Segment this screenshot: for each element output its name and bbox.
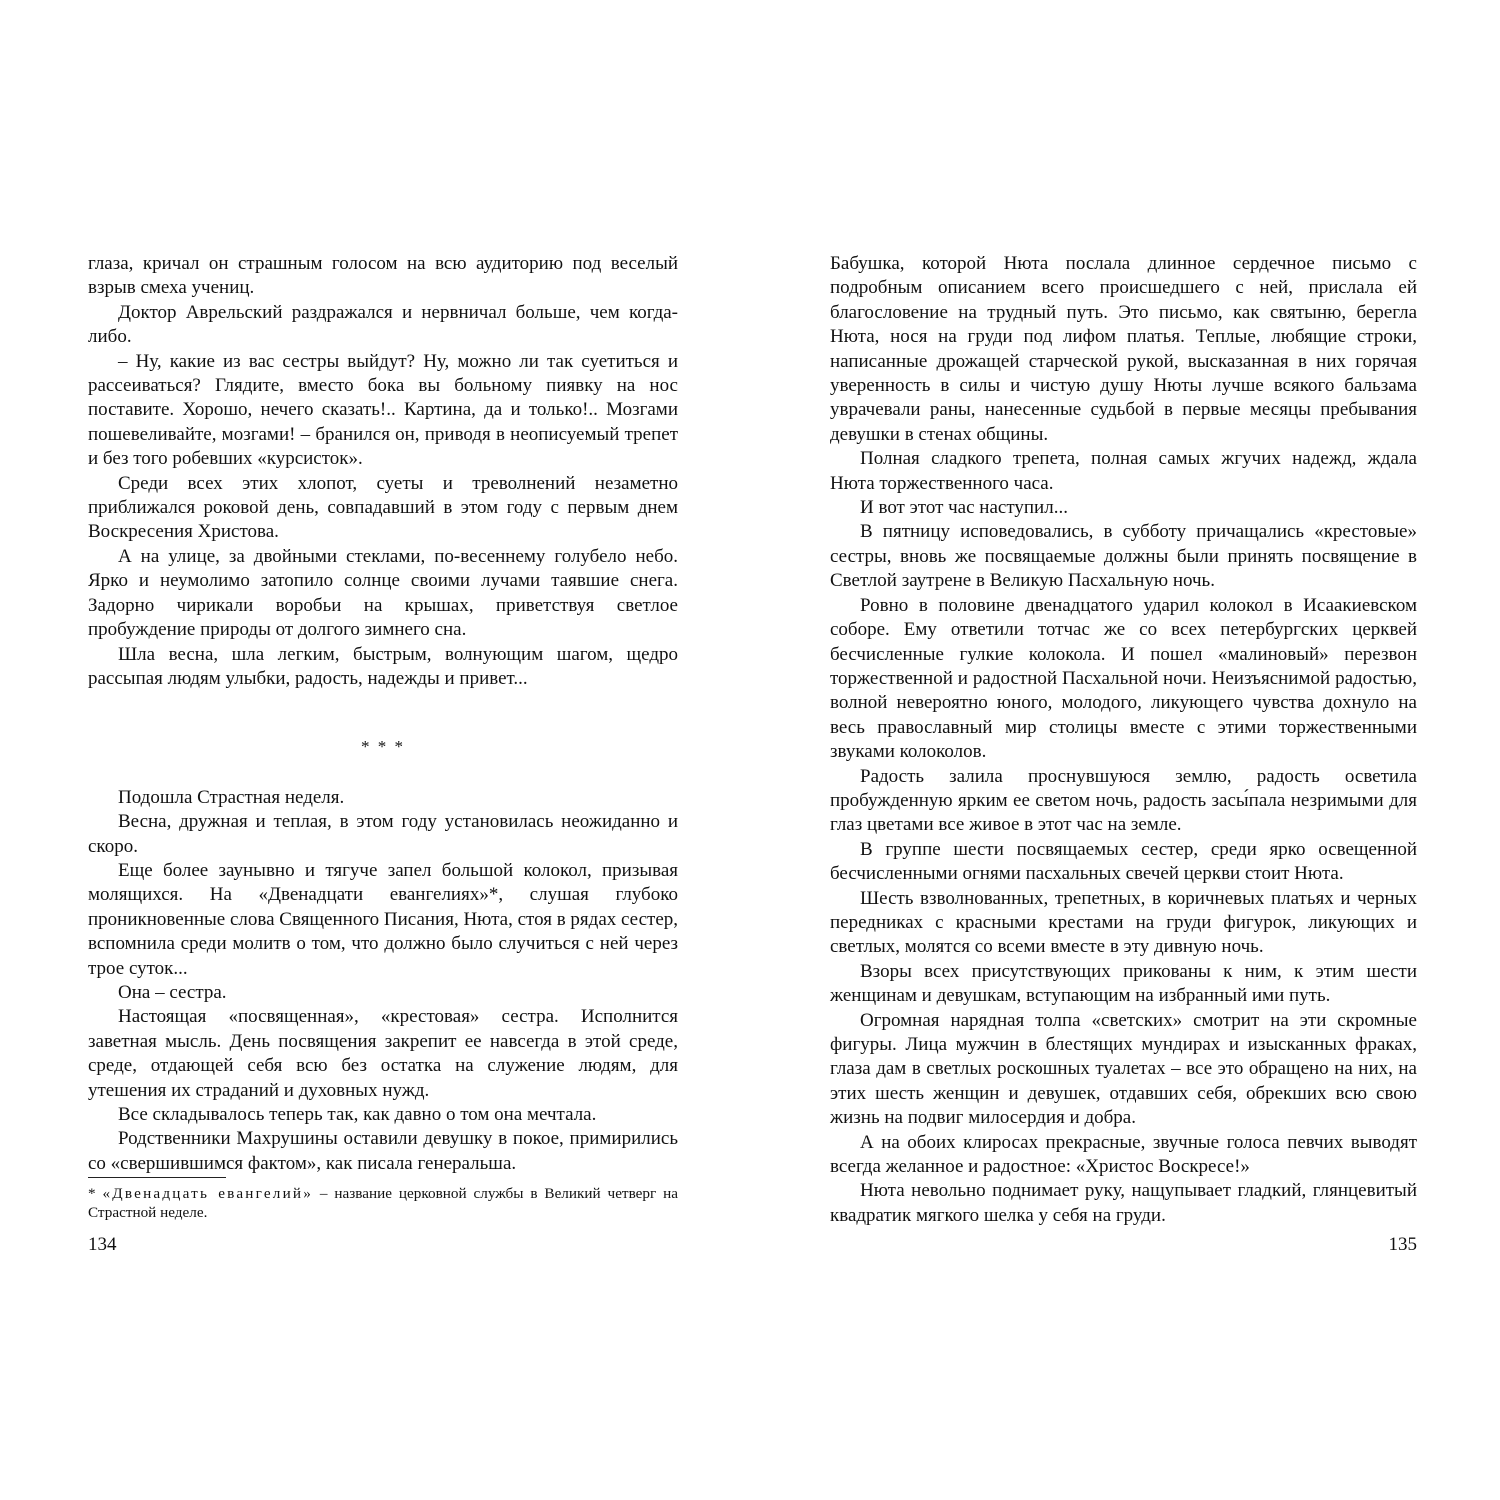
paragraph: Шла весна, шла легким, быстрым, волнующим шагом, щедро рассыпая людям улыбки, радость, надежды и привет... xyxy=(88,643,678,689)
left-paragraphs-before-break xyxy=(88,252,678,691)
left-paragraphs-after-break xyxy=(88,786,678,1177)
paragraph: Бабушка, которой Нюта послала длинное сердечное письмо с подробным описанием всего происшедшего с ней, прислала ей благословение на трудный путь. Это письмо, как святыню, берегла Нюта, нося на груди под лифом платья. Теплые, любящие строки, написанные дрожащей старческой рукой, высказанная в них горячая уверенность в силы и чистую душу Нюты лучше всякого бальзама уврачевали раны, нанесенные судьбой в первые месяцы пребывания девушки в стенах общины. xyxy=(830,253,1417,445)
left-page-text xyxy=(88,252,678,1176)
footnote xyxy=(88,1184,678,1222)
paragraph: Шесть взволнованных, трепетных, в коричневых платьях и черных передниках с красными крестами на груди фигурок, ликующих и светлых, молятся со всеми вместе в эту дивную ночь. xyxy=(830,887,1417,958)
paragraph: глаза, кричал он страшным голосом на всю аудиторию под веселый взрыв смеха учениц. xyxy=(88,253,678,299)
paragraph: В группе шести посвящаемых сестер, среди ярко освещенной бесчисленными огнями пасхальных свечей церкви стоит Нюта. xyxy=(830,838,1417,885)
paragraph: В пятницу исповедовались, в субботу причащались «крестовые» сестры, вновь же посвящаемые должны были принять посвящение в Светлой заутрене в Великую Пасхальную ночь. xyxy=(830,521,1417,592)
page-number-left: 134 xyxy=(88,1234,117,1255)
footnote-rule xyxy=(88,1177,226,1178)
paragraph: Радость залила проснувшуюся землю, радость осветила пробужденную ярким ее светом ночь, радость засы́пала незримыми для глаз цветами все живое в этот час на земле. xyxy=(830,765,1417,836)
right-page xyxy=(830,0,1417,1500)
paragraph: Еще более заунывно и тягуче запел большой колокол, призывая молящихся. На «Двенадцати евангелиях»*, слушая глубоко проникновенные слова Священного Писания, Нюта, стоя в рядах сестер, вспомнила среди молитв о том, что должно было случиться с ней через трое суток... xyxy=(88,859,679,979)
right-page-text xyxy=(830,252,1417,1228)
paragraph: Она – сестра. xyxy=(118,981,227,1003)
page-number-right: 135 xyxy=(1388,1234,1417,1255)
paragraph: Нюта невольно поднимает руку, нащупывает гладкий, глянцевитый квадратик мягкого шелка у себя на груди. xyxy=(830,1180,1417,1226)
paragraph: Взоры всех присутствующих прикованы к ним, к этим шести женщинам и девушкам, вступающим на избранный ими путь. xyxy=(830,960,1417,1007)
paragraph: Огромная нарядная толпа «светских» смотрит на эти скромные фигуры. Лица мужчин в блестящих мундирах и изысканных фраках, глаза дам в светлых роскошных туалетах – все это обращено на них, на этих шесть женщин и девушек, отдавших себя, обрекших всю свою жизнь на подвиг милосердия и добра. xyxy=(830,1009,1417,1129)
paragraph: – Ну, какие из вас сестры выйдут? Ну, можно ли так суетиться и рассеиваться? Глядите, вместо бока вы больному пиявку на нос поставите. Хорошо, нечего сказать!.. Картина, да и только!.. Мозгами пошевеливайте, мозгами! – бранился он, приводя в неописуемый трепет и без того робевших «курсисток». xyxy=(88,350,678,470)
left-page xyxy=(88,0,678,1500)
footnote-text: – название церковной службы в Великий четверг на Страстной неделе. xyxy=(88,1185,678,1221)
paragraph: Среди всех этих хлопот, суеты и треволнений незаметно приближался роковой день, совпадавший в этом году с первым днем Воскресения Христова. xyxy=(88,472,678,543)
paragraph: Весна, дружная и теплая, в этом году установилась неожиданно и скоро. xyxy=(88,811,678,857)
paragraph: Доктор Аврельский раздражался и нервничал больше, чем когда-либо. xyxy=(88,301,678,348)
paragraph: Ровно в половине двенадцатого ударил колокол в Исаакиевском соборе. Ему ответили тотчас же со всех петербургских церквей бесчисленные гулкие колокола. И пошел «малиновый» перезвон торжественной и радостной Пасхальной ночи. Неизъяснимой радостью, волной невероятно юного, молодого, ликующего чувства дохнуло на весь православный мир столицы вместе с этими торжественными звуками колоколов. xyxy=(830,594,1417,763)
paragraph: Все складывалось теперь так, как давно о том она мечтала. xyxy=(118,1104,597,1125)
footnote-marker: * xyxy=(88,1185,96,1202)
paragraph: И вот этот час наступил... xyxy=(860,497,1068,519)
paragraph: А на обоих клиросах прекрасные, звучные голоса певчих выводят всегда желанное и радостное: «Христос Воскресе!» xyxy=(830,1131,1417,1178)
paragraph: Полная сладкого трепета, полная самых жгучих надежд, ждала Нюта торжественного часа. xyxy=(830,448,1417,494)
footnote-term: «Двенадцать евангелий» xyxy=(102,1185,314,1202)
paragraph: Подошла Страстная неделя. xyxy=(118,786,345,808)
paragraph: Настоящая «посвященная», «крестовая» сестра. Исполнится заветная мысль. День посвящения закрепит ее навсегда в этой среде, среде, отдающей себя всю без остатка на служение людям, для утешения их страданий и духовных нужд. xyxy=(88,1006,678,1101)
paragraph: А на улице, за двойными стеклами, по-весеннему голубело небо. Ярко и неумолимо затопило солнце своими лучами таявшие снега. Задорно чирикали воробьи на крышах, приветствуя светлое пробуждение природы от долгого зимнего сна. xyxy=(88,545,678,641)
section-separator: * * * xyxy=(361,737,405,757)
paragraph: Родственники Махрушины оставили девушку в покое, примирились со «свершившимся фактом», как писала генеральша. xyxy=(88,1128,678,1174)
